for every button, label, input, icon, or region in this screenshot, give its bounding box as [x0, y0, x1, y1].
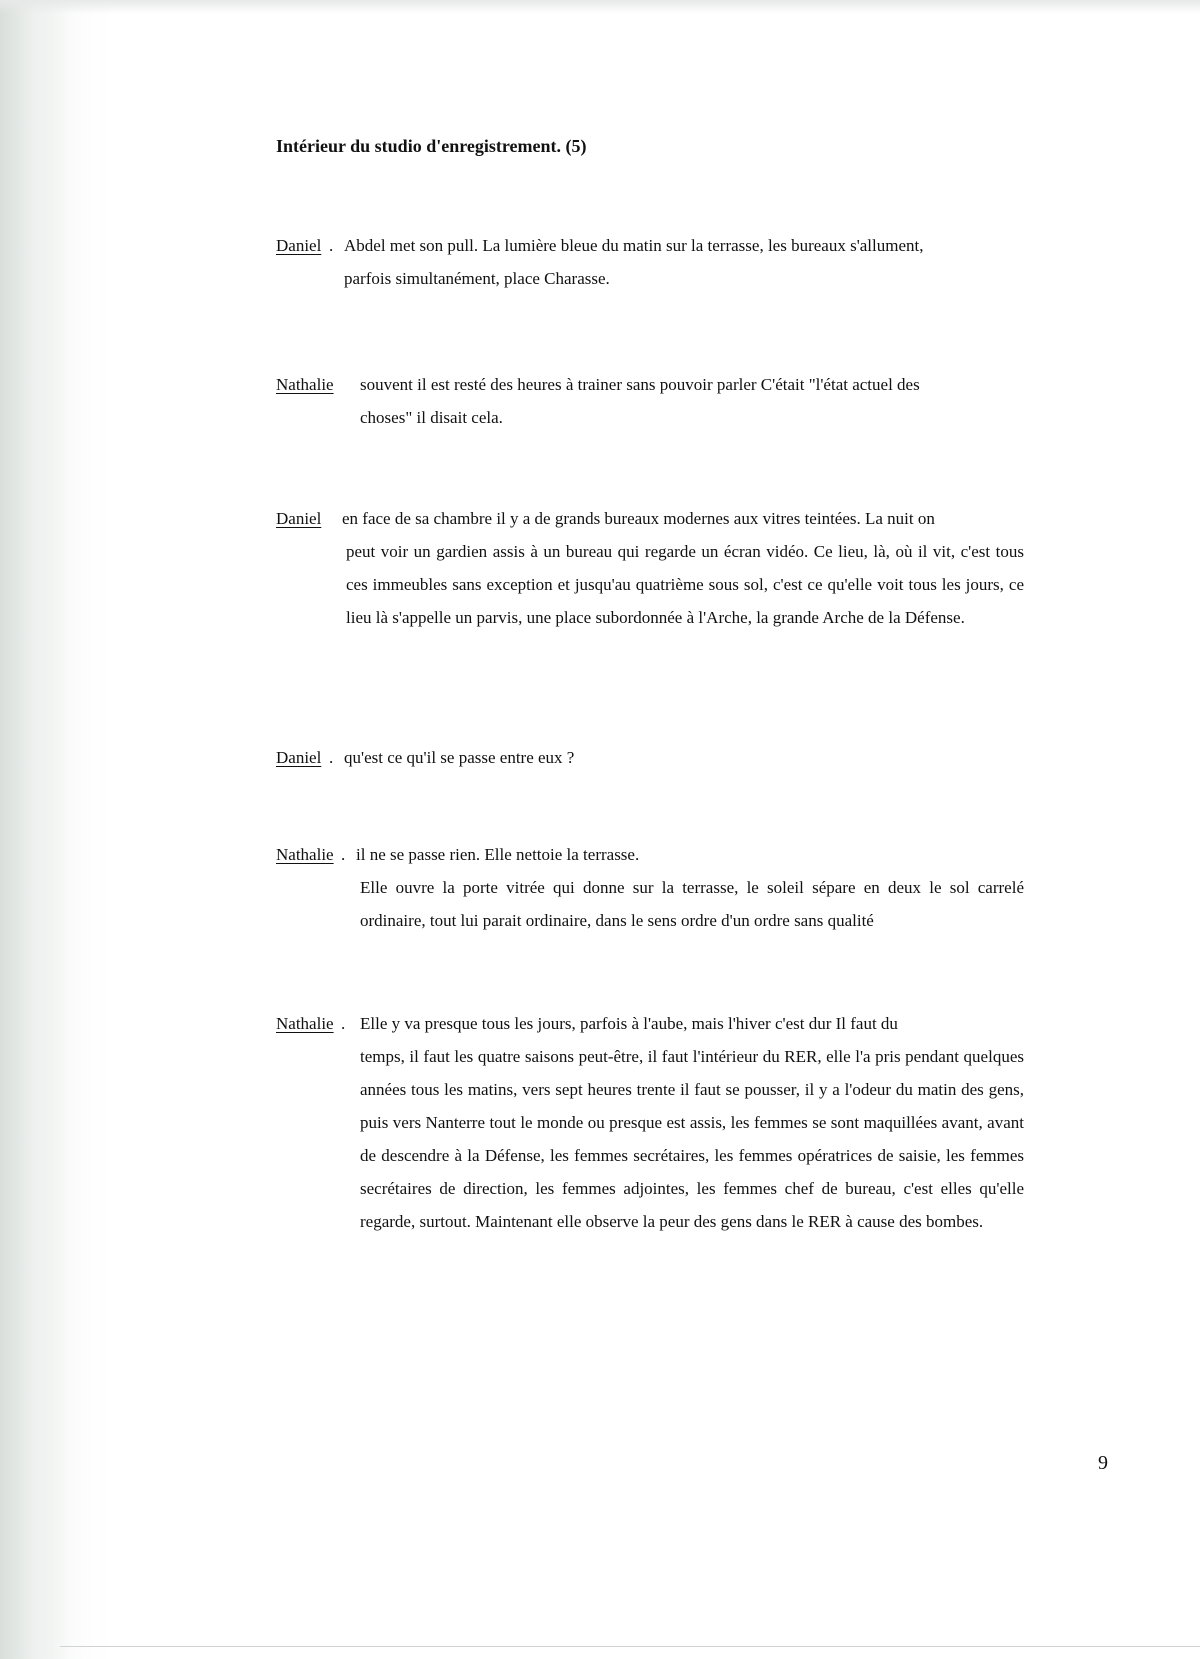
dialogue-continuation: temps, il faut les quatre saisons peut-être, il faut l'intérieur du RER, elle l'a pris pendant quelques années tous les matins, vers sept heures trente il faut se pousser, il y a l'odeur du matin des gens, puis vers Nanterre tout le monde ou presque est assis, les femmes se sont maquillées avant, avant de descendre à la Défense, les femmes secrétaires, les femmes opératrices de saisie, les femmes secrétaires de direction, les femmes adjointes, les femmes chef de bureau, c'est elles qu'elle regarde, surtout. Maintenant elle observe la peur des gens dans le RER à cause des bombes. — [360, 1047, 1024, 1231]
scan-bottom-edge — [60, 1646, 1200, 1647]
dialogue-block — [276, 741, 1026, 777]
dialogue-first-line: Elle y va presque tous les jours, parfois à l'aube, mais l'hiver c'est dur Il faut du — [360, 1014, 898, 1033]
dialogue-first-line: qu'est ce qu'il se passe entre eux ? — [344, 748, 575, 767]
dialogue-first-line: en face de sa chambre il y a de grands bureaux modernes aux vitres teintées. La nuit on — [342, 509, 935, 528]
dialogue-block — [276, 229, 1026, 299]
speaker-name: Daniel — [276, 509, 322, 528]
separator: . — [329, 748, 334, 767]
speaker-name: Daniel — [276, 236, 322, 255]
dialogue-continuation: Elle ouvre la porte vitrée qui donne sur la terrasse, le soleil sépare en deux le sol carrelé ordinaire, tout lui parait ordinaire, dans le sens ordre d'un ordre sans qualité — [360, 878, 1024, 930]
scene-heading: Intérieur du studio d'enregistrement. (5) — [276, 136, 587, 156]
page-number: 9 — [1098, 1452, 1108, 1474]
scan-edge-shadow — [0, 0, 70, 1659]
speaker-name: Nathalie — [276, 845, 334, 864]
dialogue-continuation: choses" il disait cela. — [360, 408, 503, 427]
speaker-name: Nathalie — [276, 1014, 334, 1033]
dialogue-first-line: il ne se passe rien. Elle nettoie la terrasse. — [356, 845, 640, 864]
speaker-name: Daniel — [276, 748, 322, 767]
separator: . — [329, 236, 334, 255]
dialogue-first-line: Abdel met son pull. La lumière bleue du matin sur la terrasse, les bureaux s'allument, — [344, 236, 924, 255]
dialogue-block — [276, 502, 1026, 672]
dialogue-block — [276, 1007, 1026, 1287]
scan-top-shadow — [0, 0, 1200, 14]
dialogue-continuation: parfois simultanément, place Charasse. — [344, 269, 610, 288]
separator: . — [341, 845, 346, 864]
dialogue-block — [276, 838, 1026, 938]
dialogue-first-line: souvent il est resté des heures à trainer sans pouvoir parler C'était "l'état actuel des — [360, 375, 920, 394]
speaker-name: Nathalie — [276, 375, 334, 394]
dialogue-block — [276, 368, 1026, 438]
separator: . — [341, 1014, 346, 1033]
dialogue-continuation: peut voir un gardien assis à un bureau qui regarde un écran vidéo. Ce lieu, là, où il vit, c'est tous ces immeubles sans exception et jusqu'au quatrième sous sol, c'est ce qu'elle voit tous les jours, ce lieu là s'appelle un parvis, une place subordonnée à l'Arche, la grande Arche de la Défense. — [346, 542, 1024, 627]
